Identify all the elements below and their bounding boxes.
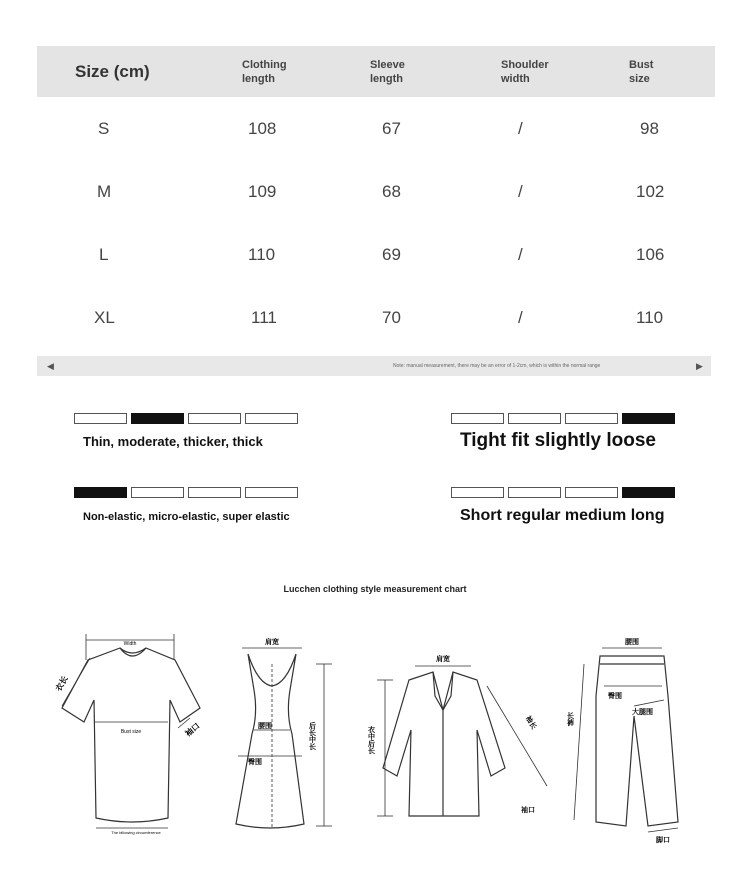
blazer-diagram [365,650,555,820]
cell-size: XL [94,308,115,327]
scale-segment [508,487,561,498]
measurement-note: Note: manual measurement, there may be an error of 1-2cm, which is within the normal range [393,363,601,369]
scale-segment [74,487,127,498]
scale-segment [245,413,298,424]
tshirt-width-label: Width [123,641,137,647]
fit-label: Tight fit slightly loose [460,430,656,451]
measurement-chart-title: Lucchen clothing style measurement chart [283,584,467,594]
pants-length-label: 长裤 [566,712,574,726]
cell-sleeve-length: 70 [382,308,401,327]
dress-length-label: 后长中长 [308,722,316,750]
pants-diagram [566,636,690,846]
cell-sleeve-length: 68 [382,182,401,201]
tshirt-diagram [50,630,215,840]
cell-shoulder-width: / [518,308,523,327]
scale-segment [188,487,241,498]
tshirt-bust-label: Bust size [120,729,142,735]
scale-segment [451,487,504,498]
cell-sleeve-length: 67 [382,119,401,138]
blazer-shoulder-label: 肩宽 [436,656,450,663]
table-row [37,160,715,223]
cell-bust-size: 98 [640,119,659,138]
scale-segment [131,413,184,424]
header-clothing-length: Clothing length [242,58,287,85]
table-row [37,97,715,160]
cell-bust-size: 106 [636,245,665,264]
length-label: Short regular medium long [460,507,665,524]
cell-clothing-length: 109 [248,182,277,201]
pants-thigh-label: 大腿围 [632,709,653,716]
thickness-label: Thin, moderate, thicker, thick [83,434,263,449]
cell-size: L [99,245,109,264]
cell-shoulder-width: / [518,119,523,138]
header-size: Size (cm) [75,61,150,81]
size-table [37,46,715,349]
horizontal-scrollbar[interactable] [37,356,711,376]
dress-diagram [228,634,348,834]
header-sleeve-length: Sleeve length [370,58,405,85]
blazer-cuff-label: 袖口 [521,807,535,814]
scroll-left-icon[interactable]: ◀ [47,361,54,371]
cell-shoulder-width: / [518,182,523,201]
tshirt-cuff-label: 袖口 [183,721,202,739]
cell-bust-size: 110 [636,308,664,327]
scale-segment [451,413,504,424]
scroll-right-icon[interactable]: ▶ [696,361,703,371]
tshirt-hem-label: The billowing circumference [111,830,161,835]
pants-hem-label: 脚口 [656,837,670,844]
dress-hip-label: 臀围 [248,759,262,766]
header-shoulder-width: Shoulder width [501,58,549,85]
tshirt-sleeve-label: 衣长 [53,674,70,693]
blazer-length-label: 衣中后长 [367,726,375,754]
scale-segment [508,413,561,424]
pants-hip-label: 臀围 [608,693,622,700]
cell-clothing-length: 111 [251,308,277,327]
dress-waist-label: 腰围 [258,723,272,730]
blazer-sleeve-label: 袖长 [523,715,537,731]
scale-segment [74,413,127,424]
cell-bust-size: 102 [636,182,665,201]
scale-segment [622,487,675,498]
dress-shoulder-label: 肩宽 [265,639,279,646]
scale-segment [131,487,184,498]
length-scale [451,487,675,498]
scale-segment [622,413,675,424]
fit-scale [451,413,675,424]
elasticity-label: Non-elastic, micro-elastic, super elastic [83,511,290,523]
cell-clothing-length: 108 [248,119,277,138]
cell-size: S [98,119,110,138]
cell-size: M [97,182,112,201]
cell-sleeve-length: 69 [382,245,401,264]
header-bust-size: Bust size [629,58,654,85]
scale-segment [565,487,618,498]
elasticity-scale [74,487,298,498]
thickness-scale [74,413,298,424]
pants-waist-label: 腰围 [625,639,639,646]
table-header [37,46,715,97]
cell-clothing-length: 110 [248,245,276,264]
scale-segment [188,413,241,424]
scale-segment [245,487,298,498]
cell-shoulder-width: / [518,245,523,264]
table-row [37,223,715,286]
table-row [37,286,715,349]
scale-segment [565,413,618,424]
